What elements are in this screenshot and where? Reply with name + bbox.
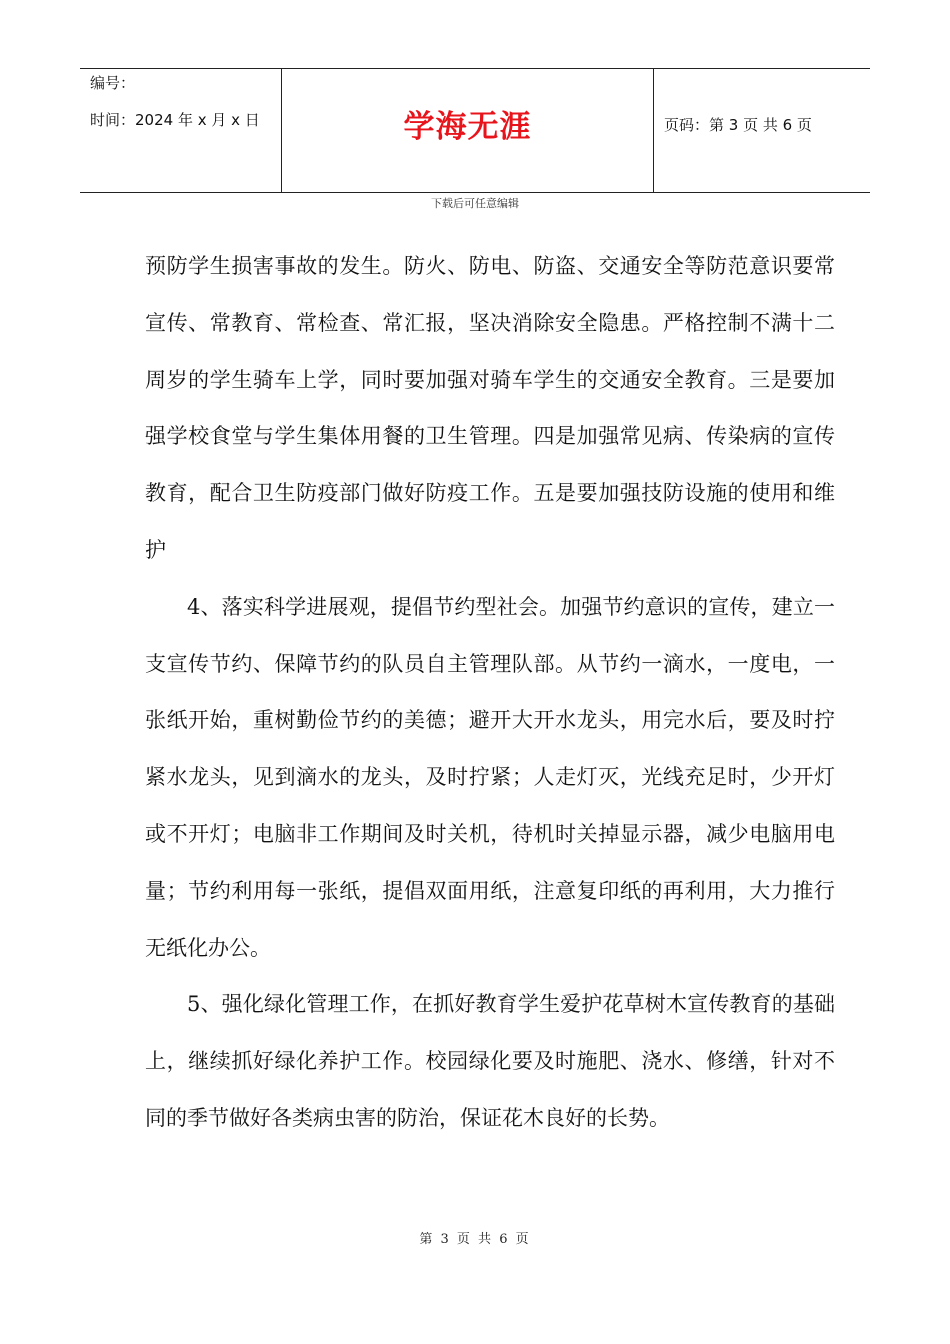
header-right-cell	[654, 69, 870, 192]
brand-title: 学海无涯	[403, 109, 532, 145]
editable-note: 下载后可任意编辑	[431, 197, 519, 210]
header-table	[80, 68, 870, 193]
paragraph-item-4: 4、落实科学进展观，提倡节约型社会。加强节约意识的宣传，建立一支宣传节约、保障节约的队员自主管理队部。从节约一滴水，一度电，一张纸开始，重树勤俭节约的美德；避开大开水龙头，用完水后，要及时拧紧水龙头，见到滴水的龙头，及时拧紧；人走灯灭，光线充足时，少开灯或不开灯；电脑非工作期间及时关机，待机时关掉显示器，减少电脑用电量；节约利用每一张纸，提倡双面用纸，注意复印纸的再利用，大力推行无纸化办公。	[145, 594, 835, 960]
header-middle-cell	[281, 69, 654, 192]
page-number-label: 页码：第 3 页 共 6 页	[664, 116, 812, 134]
document-number-label: 编号：	[90, 74, 136, 92]
page-footer: 第 3 页 共 6 页	[419, 1232, 531, 1247]
document-body	[145, 238, 835, 1147]
header-left-cell	[80, 69, 281, 192]
document-time-label: 时间：2024 年 x 月 x 日	[90, 111, 260, 129]
paragraph-item-5: 5、强化绿化管理工作，在抓好教育学生爱护花草树木宣传教育的基础上，继续抓好绿化养护工作。校园绿化要及时施肥、浇水、修缮，针对不同的季节做好各类病虫害的防治，保证花木良好的长势。	[145, 992, 835, 1130]
paragraph-continued: 预防学生损害事故的发生。防火、防电、防盗、交通安全等防范意识要常宣传、常教育、常检查、常汇报，坚决消除安全隐患。严格控制不满十二周岁的学生骑车上学，同时要加强对骑车学生的交通安全教育。三是要加强学校食堂与学生集体用餐的卫生管理。四是加强常见病、传染病的宣传教育，配合卫生防疫部门做好防疫工作。五是要加强技防设施的使用和维护	[145, 254, 835, 562]
